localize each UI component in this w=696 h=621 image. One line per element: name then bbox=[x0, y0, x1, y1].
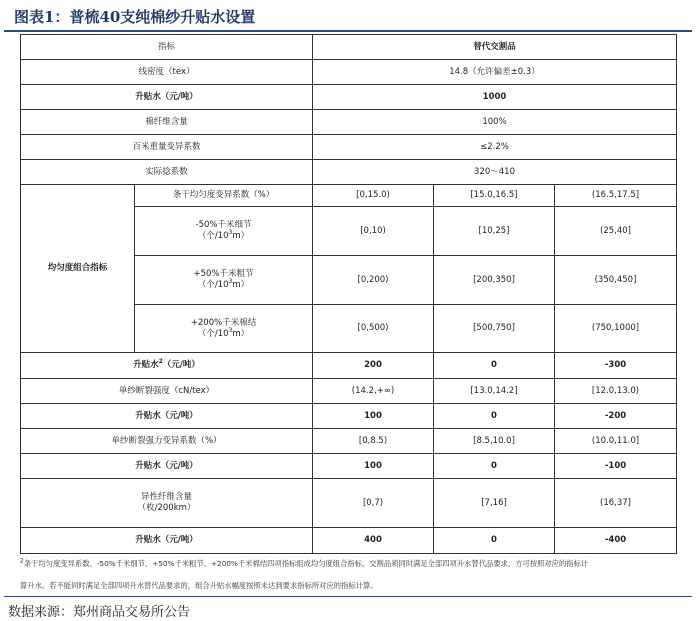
footnote-line-2: 算升水。若不能同时满足全部四项升水替代品要求的，组合升贴水幅度按照未达到要求指标所对应的指标计算。 bbox=[20, 581, 378, 590]
cell-value: -100 bbox=[555, 454, 677, 479]
row-label bbox=[135, 207, 313, 256]
table-row bbox=[21, 60, 677, 85]
cell-value: 400 bbox=[313, 528, 434, 554]
thin-unit: （个$/10^3m$） bbox=[197, 229, 250, 241]
row-label bbox=[135, 305, 313, 353]
premium-table bbox=[20, 34, 677, 554]
row-value: 320～410 bbox=[313, 160, 677, 185]
row-label: 升贴水（元/吨） bbox=[21, 85, 313, 110]
header-substitute: 替代交割品 bbox=[313, 35, 677, 60]
row-label: 升贴水（元/吨） bbox=[21, 454, 313, 479]
cell-value: [0,500) bbox=[313, 305, 434, 353]
table-row bbox=[21, 404, 677, 429]
cell-value: [13.0,14.2] bbox=[434, 379, 555, 404]
thin-label: -50%千米细节 bbox=[195, 220, 252, 231]
cell-value: [0,8.5) bbox=[313, 429, 434, 454]
row-value: 1000 bbox=[313, 85, 677, 110]
row-label: 条干均匀度变异系数（%） bbox=[135, 185, 313, 207]
cell-value: [8.5,10.0] bbox=[434, 429, 555, 454]
cell-value: [0,7) bbox=[313, 479, 434, 528]
cell-value: (350,450] bbox=[555, 256, 677, 305]
row-label: 单纱断裂强力变异系数（%） bbox=[21, 429, 313, 454]
table-row bbox=[21, 528, 677, 554]
cell-value: [10,25] bbox=[434, 207, 555, 256]
cell-value: (14.2,+∞) bbox=[313, 379, 434, 404]
table-row bbox=[21, 429, 677, 454]
row-value: ≤2.2% bbox=[313, 135, 677, 160]
premium-table-panel bbox=[20, 34, 676, 569]
row-label bbox=[21, 479, 313, 528]
cell-value: [15.0,16.5] bbox=[434, 185, 555, 207]
cell-value: 100 bbox=[313, 404, 434, 429]
row-value: 100% bbox=[313, 110, 677, 135]
foreign-fiber-label: 异性纤维含量 bbox=[141, 492, 193, 503]
row-label: 单纱断裂强度（cN/tex） bbox=[21, 379, 313, 404]
cell-value: [0,200) bbox=[313, 256, 434, 305]
foreign-fiber-unit: （枚/200km） bbox=[137, 503, 196, 513]
cell-value: (25,40] bbox=[555, 207, 677, 256]
footnote bbox=[20, 553, 676, 597]
cell-value: [7,16] bbox=[434, 479, 555, 528]
row-label: 实际捻系数 bbox=[21, 160, 313, 185]
cell-value: (10.0,11.0] bbox=[555, 429, 677, 454]
cell-value: [0,10) bbox=[313, 207, 434, 256]
table-row bbox=[21, 379, 677, 404]
cell-value: 0 bbox=[434, 353, 555, 379]
cell-value: -200 bbox=[555, 404, 677, 429]
cell-value: (16.5,17.5] bbox=[555, 185, 677, 207]
thick-unit: （个$/10^3m$） bbox=[197, 278, 250, 290]
cell-value: 0 bbox=[434, 404, 555, 429]
table-header-row bbox=[21, 35, 677, 60]
neps-unit: （个$/10^3m$） bbox=[197, 326, 250, 339]
row-label: 升贴水（元/吨） bbox=[21, 528, 313, 554]
table-row bbox=[21, 479, 677, 528]
data-source: 数据来源：郑州商品交易所公告 bbox=[8, 605, 191, 620]
row-label: 百米重量变异系数 bbox=[21, 135, 313, 160]
table-row bbox=[21, 454, 677, 479]
footnote-line-1: $^2$条干均匀度变异系数、-50%千米细节、+50%千米粗节、+200%千米棉结四项指标组成均匀度组合指标，交割品须同时满足全部四项升水替代品要求，方可按照对应的指标计 bbox=[20, 557, 589, 568]
thick-label: +50%千米粗节 bbox=[193, 269, 254, 280]
cell-value: -300 bbox=[555, 353, 677, 379]
table-row bbox=[21, 110, 677, 135]
figure-title: 图表1：普梳40支纯棉纱升贴水设置 bbox=[14, 8, 256, 26]
cell-value: -400 bbox=[555, 528, 677, 554]
row-label: 升贴水（元/吨） bbox=[21, 404, 313, 429]
cell-value: (16,37] bbox=[555, 479, 677, 528]
row-label: 棉纤维含量 bbox=[21, 110, 313, 135]
neps-label: +200%千米棉结 bbox=[190, 317, 257, 328]
cell-value: (750,1000] bbox=[555, 305, 677, 353]
row-label bbox=[135, 256, 313, 305]
cell-value: 200 bbox=[313, 353, 434, 379]
cell-value: [12.0,13.0) bbox=[555, 379, 677, 404]
cell-value: 0 bbox=[434, 454, 555, 479]
cell-value: [500,750] bbox=[434, 305, 555, 353]
row-label: 线密度（tex） bbox=[21, 60, 313, 85]
table-row bbox=[21, 353, 677, 379]
cell-value: 100 bbox=[313, 454, 434, 479]
evenness-group-label: 均匀度组合指标 bbox=[21, 185, 135, 353]
cell-value: [200,350] bbox=[434, 256, 555, 305]
table-row bbox=[21, 85, 677, 110]
table-row bbox=[21, 185, 677, 207]
title-bar bbox=[4, 0, 692, 32]
cell-value: 0 bbox=[434, 528, 555, 554]
table-row bbox=[21, 135, 677, 160]
row-label: 升贴水$^2$（元/吨） bbox=[21, 353, 313, 379]
row-value: 14.8（允许偏差±0.3） bbox=[313, 60, 677, 85]
bottom-rule bbox=[4, 596, 692, 597]
cell-value: [0,15.0) bbox=[313, 185, 434, 207]
header-indicator: 指标 bbox=[21, 35, 313, 60]
table-row bbox=[21, 160, 677, 185]
